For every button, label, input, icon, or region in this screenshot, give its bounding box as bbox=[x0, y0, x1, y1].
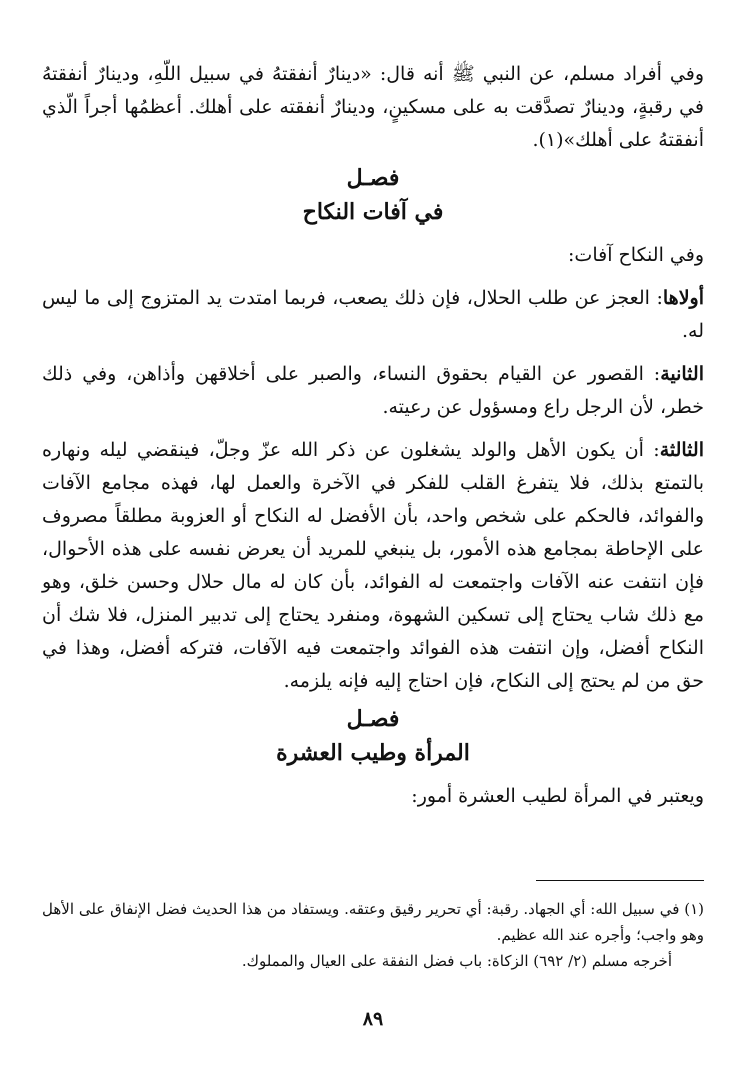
list-item bbox=[42, 434, 704, 698]
intro-paragraph: وفي أفراد مسلم، عن النبي ﷺ أنه قال: «دينارٌ أنفقتهُ في سبيل اللّهِ، ودينارٌ أنفقتهُ في رقبةٍ، ودينارٌ تصدَّقت به على مسكينٍ، ودينارٌ أنفقته على أهلك. أعظمُها أجراً الّذي أنفقتهُ على أهلك»(١). bbox=[42, 63, 704, 151]
item-lead: أولاها bbox=[662, 287, 704, 309]
list-item bbox=[42, 358, 704, 424]
item-text: : أن يكون الأهل والولد يشغلون عن ذكر الله عزّ وجلّ، فينقضي ليله ونهاره بالتمتع بذلك، فلا يتفرغ القلب للفكر في الآخرة والعمل لها، فهذه مجامع الآفات والفوائد، فالحكم على شخص واحد، بأن الأفضل له النكاح أو العزوبة مطلقاً مصروف على الإحاطة بمجامع هذه الأمور، بل ينبغي للمريد أن يعرض نفسه على هذه الأحوال، فإن انتفت عنه الآفات واجتمعت له الفوائد، بأن كان له مال حلال وحسن خلق، وهو مع ذلك شاب يحتاج إلى تسكين الشهوة، ومنفرد يحتاج إلى تدبير المنزل، فلا شك أن النكاح أفضل، وإن انتفت هذه الفوائد واجتمعت فيه الآفات، فتركه أفضل، وهذا في حق من لم يحتج إلى النكاح، فإن احتاج إليه فإنه يلزمه. bbox=[42, 439, 704, 692]
section-title: المرأة وطيب العشرة bbox=[276, 740, 470, 766]
item-text: : القصور عن القيام بحقوق النساء، والصبر على أخلاقهن وأذاهن، وفي ذلك خطر، لأن الرجل راع ومسؤول عن رعيته. bbox=[42, 363, 704, 418]
footnotes bbox=[42, 896, 704, 974]
item-text: : العجز عن طلب الحلال، فإن ذلك يصعب، فربما امتدت يد المتزوج إلى ما ليس له. bbox=[42, 287, 704, 342]
footnote-source: أخرجه مسلم (٢/ ٦٩٢) الزكاة: باب فضل النفقة على العيال والمملوك. bbox=[241, 952, 672, 970]
section-heading-fasl: فصـل bbox=[346, 165, 400, 191]
section-intro: وفي النكاح آفات: bbox=[568, 244, 704, 266]
item-lead: الثانية bbox=[660, 363, 704, 385]
section-heading-fasl: فصـل bbox=[346, 706, 400, 732]
section-title: في آفات النكاح bbox=[302, 199, 444, 225]
section-intro: ويعتبر في المرأة لطيب العشرة أمور: bbox=[411, 785, 704, 807]
list-item bbox=[42, 282, 704, 348]
page-number: ٨٩ bbox=[362, 1008, 384, 1030]
item-lead: الثالثة bbox=[659, 439, 704, 461]
footnote-divider bbox=[536, 880, 704, 881]
footnote-1: (١) في سبيل الله: أي الجهاد. رقبة: أي تحرير رقيق وعتقه. ويستفاد من هذا الحديث فضل الإنفاق على الأهل وهو واجب؛ وأجره عند الله عظيم. bbox=[42, 900, 704, 944]
